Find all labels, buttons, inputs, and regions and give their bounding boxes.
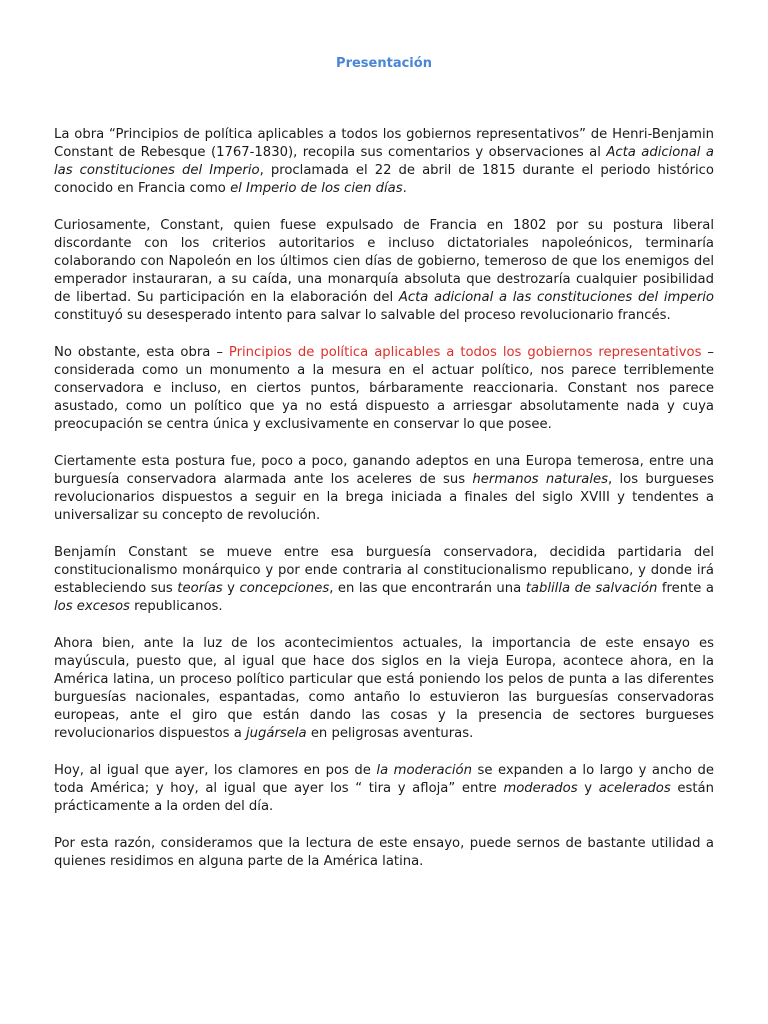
italic-text: los excesos: [54, 599, 130, 614]
page-title: Presentación: [336, 56, 432, 71]
text-segment: , proclamada el 22 de abril de 1815 durante el periodo histórico conocido en Francia como: [54, 163, 714, 196]
text-segment: .: [402, 181, 407, 196]
text-segment: Ciertamente esta postura fue, poco a poco, ganando adeptos en una Europa temerosa, entre una burguesía conservadora alarmada ante los aceleres de sus: [54, 454, 714, 487]
text-segment: – considerada como un monumento a la mesura en el actuar político, nos parece terriblemente conservadora e incluso, en ciertos puntos, bárbaramente reaccionaria. Constant nos parece asustado, como un político que ya no está dispuesto a arriesgar absolutamente nada y cuya preocupación se centra única y exclusivamente en conservar lo que posee.: [54, 345, 715, 432]
text-segment: , en las que encontrarán una: [329, 581, 526, 596]
text-segment: La obra “Principios de política aplicables a todos los gobiernos representativos” de Henri-Benjamin Constant de Rebesque (1767-1830), recopila sus comentarios y observaciones al: [54, 127, 714, 160]
highlighted-title-text: Principios de política aplicables a todos los gobiernos representativos: [228, 345, 702, 360]
text-segment: Curiosamente, Constant, quien fuese expulsado de Francia en 1802 por su postura liberal discordante con los criterios autoritarios e incluso dictatoriales napoleónicos, terminaría colaborando con Napoleón en los últimos cien días de gobierno, temeroso de que los enemigos del emperador instauraran, a su caída, una monarquía absoluta que destrozaría cualquier posibilidad de libertad. Su participación en la elaboración del: [54, 218, 714, 305]
paragraph: [54, 544, 714, 616]
italic-text: concepciones: [239, 581, 330, 596]
paragraph: [54, 453, 714, 525]
paragraph: [54, 344, 714, 434]
paragraph: [54, 835, 714, 871]
italic-text: acelerados: [598, 781, 671, 796]
text-segment: No obstante, esta obra –: [54, 345, 229, 360]
text-segment: republicanos.: [129, 599, 223, 614]
italic-text: Acta adicional a las constituciones del imperio: [398, 290, 714, 305]
italic-text: moderados: [503, 781, 578, 796]
italic-text: la moderación: [376, 763, 472, 778]
text-segment: Por esta razón, consideramos que la lectura de este ensayo, puede sernos de bastante utilidad a quienes residimos en alguna parte de la América latina.: [54, 836, 714, 869]
text-segment: y: [577, 781, 599, 796]
paragraph: [54, 762, 714, 816]
text-segment: y: [222, 581, 240, 596]
text-segment: Hoy, al igual que ayer, los clamores en pos de: [54, 763, 377, 778]
document-body: [54, 126, 714, 890]
text-segment: constituyó su desesperado intento para salvar lo salvable del proceso revolucionario francés.: [54, 308, 671, 323]
text-segment: se expanden a lo largo y ancho de toda América; y hoy, al igual que ayer los “ tira y afloja” entre: [54, 763, 715, 796]
italic-text: jugársela: [245, 726, 307, 741]
text-segment: están prácticamente a la orden del día.: [54, 781, 714, 814]
italic-text: teorías: [177, 581, 223, 596]
text-segment: en peligrosas aventuras.: [306, 726, 474, 741]
paragraph: [54, 126, 714, 198]
italic-text: el Imperio de los cien días: [230, 181, 403, 196]
paragraph: [54, 217, 714, 325]
italic-text: hermanos naturales: [472, 472, 608, 487]
text-segment: frente a: [657, 581, 714, 596]
text-segment: Benjamín Constant se mueve entre esa burguesía conservadora, decidida partidaria del constitucionalismo monárquico y por ende contraria al constitucionalismo republicano, y donde irá estableciendo sus: [54, 545, 714, 596]
paragraph: [54, 635, 714, 743]
italic-text: tablilla de salvación: [525, 581, 658, 596]
text-segment: Ahora bien, ante la luz de los acontecimientos actuales, la importancia de este ensayo es mayúscula, puesto que, al igual que hace dos siglos en la vieja Europa, acontece ahora, en la América latina, un proceso político particular que está poniendo los pelos de punta a las diferentes burguesías nacionales, espantadas, como antaño lo estuvieron las burguesías conservadoras europeas, ante el giro que están dando las cosas y la presencia de sectores burgueses revolucionarios dispuestos a: [54, 636, 714, 741]
text-segment: , los burgueses revolucionarios dispuestos a seguir en la brega iniciada a finales del siglo XVIII y tendentes a universalizar su concepto de revolución.: [54, 472, 714, 523]
italic-text: Acta adicional a las constituciones del Imperio: [54, 145, 714, 178]
